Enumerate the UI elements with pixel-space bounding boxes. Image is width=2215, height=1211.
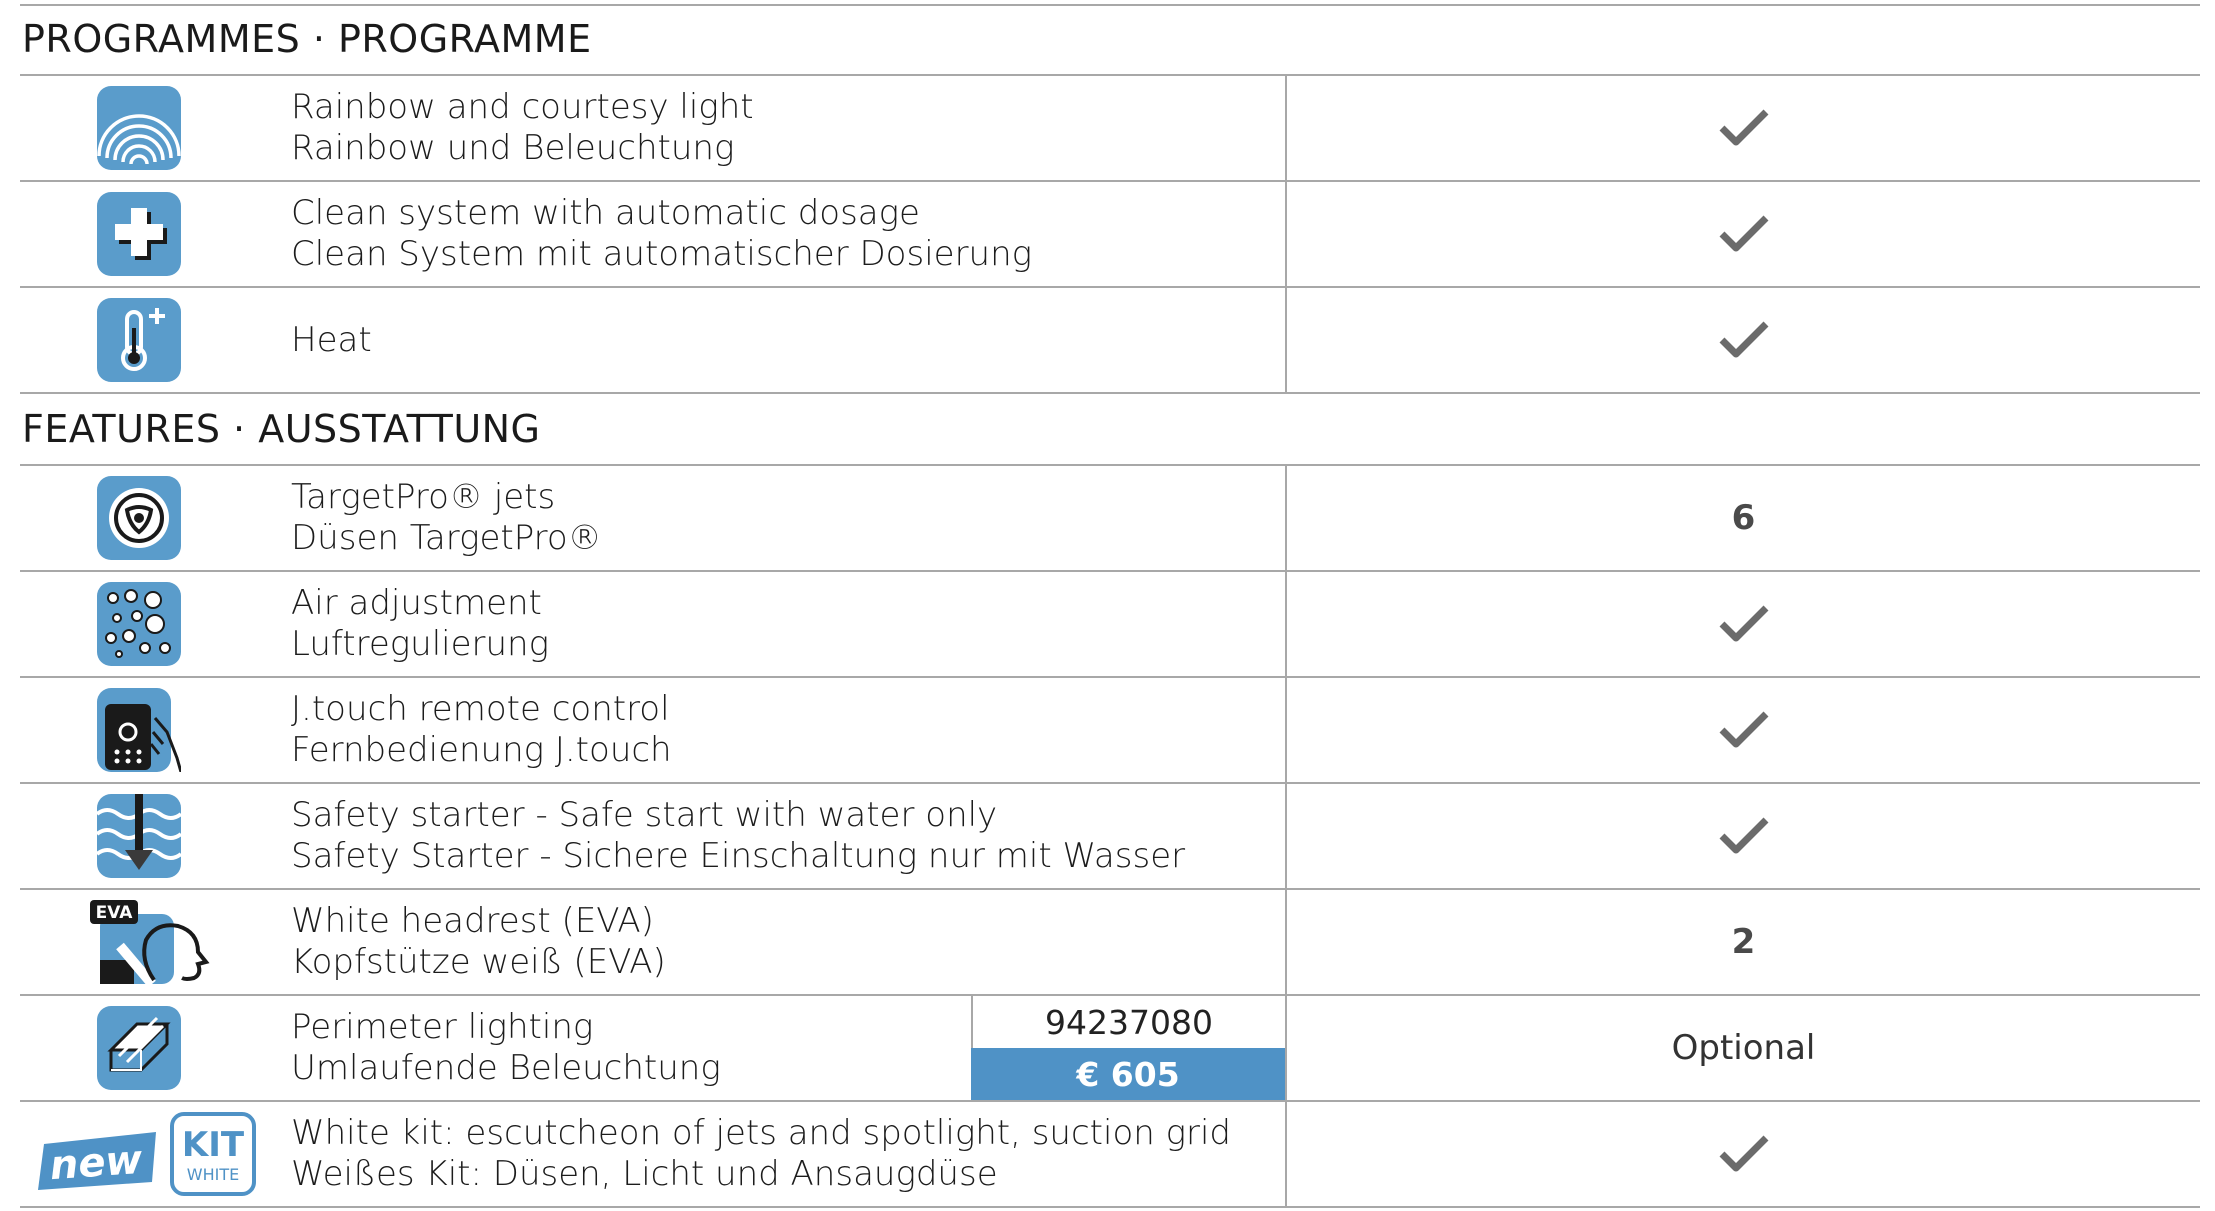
feature-name-de: Fernbedienung J.touch (291, 730, 672, 770)
divider (20, 1206, 2200, 1208)
value-cell (1287, 1102, 2200, 1206)
table-row (20, 996, 2200, 1100)
kit-badge-label: KIT (181, 1125, 245, 1165)
table-row (20, 890, 2200, 994)
checkmark-icon (1718, 320, 1770, 360)
value-cell: Optional (1671, 1028, 1816, 1068)
feature-name-de: Safety Starter - Sichere Einschaltung nur mit Wasser (291, 836, 1186, 876)
headrest-icon (90, 900, 240, 984)
value-cell (1287, 76, 2200, 180)
remote-control-icon (97, 688, 181, 772)
perimeter-lighting-icon (97, 1006, 181, 1090)
value-cell: 6 (1731, 498, 1756, 538)
article-box (971, 996, 1285, 1100)
table-row (20, 182, 2200, 286)
table-row (20, 572, 2200, 676)
checkmark-icon (1718, 710, 1770, 750)
headrest-icon-label: EVA (95, 903, 133, 923)
checkmark-icon (1718, 1134, 1770, 1174)
feature-name-en: Air adjustment (291, 583, 542, 623)
feature-name-de: Kopfstütze weiß (EVA) (291, 942, 666, 982)
rainbow-light-icon (97, 86, 181, 170)
value-cell (1287, 182, 2200, 286)
kit-badge-sublabel: WHITE (186, 1165, 240, 1184)
targetpro-jet-icon (97, 476, 181, 560)
divider (20, 392, 2200, 394)
feature-name-de: Weißes Kit: Düsen, Licht und Ansaugdüse (291, 1154, 998, 1194)
feature-name-en: Rainbow and courtesy light (291, 87, 754, 127)
feature-name-en: J.touch remote control (291, 689, 670, 729)
checkmark-icon (1718, 816, 1770, 856)
checkmark-icon (1718, 604, 1770, 644)
white-kit-icon (36, 1112, 256, 1196)
feature-name-en: Perimeter lighting (291, 1007, 594, 1047)
value-cell (1287, 288, 2200, 392)
price-badge: € 605 (971, 1048, 1285, 1100)
feature-name-en: Heat (291, 319, 372, 360)
table-row (20, 288, 2200, 392)
feature-name-de: Düsen TargetPro® (291, 518, 602, 558)
section-title-features: FEATURES · AUSSTATTUNG (22, 407, 541, 451)
feature-name-de: Clean System mit automatischer Dosierung (291, 234, 1033, 274)
table-row (20, 76, 2200, 180)
divider (20, 4, 2200, 6)
feature-name-en: White kit: escutcheon of jets and spotlight, suction grid (291, 1113, 1232, 1153)
checkmark-icon (1718, 108, 1770, 148)
air-bubbles-icon (97, 582, 181, 666)
feature-name-en: Clean system with automatic dosage (291, 193, 920, 233)
feature-name-en: TargetPro® jets (291, 477, 556, 517)
article-number: 94237080 (971, 996, 1285, 1048)
value-cell (1287, 678, 2200, 782)
feature-name-de: Luftregulierung (291, 624, 549, 664)
table-row (20, 678, 2200, 782)
new-badge-label: new (48, 1136, 144, 1190)
feature-name-de: Umlaufende Beleuchtung (291, 1048, 721, 1088)
feature-name-de: Rainbow und Beleuchtung (291, 128, 735, 168)
table-row (20, 784, 2200, 888)
table-row (20, 466, 2200, 570)
table-row (20, 1102, 2200, 1206)
heat-thermometer-icon (97, 298, 181, 382)
feature-name-en: White headrest (EVA) (291, 901, 654, 941)
section-title-programmes: PROGRAMMES · PROGRAMME (22, 17, 592, 61)
feature-name-en: Safety starter - Safe start with water only (291, 795, 998, 835)
value-cell (1287, 572, 2200, 676)
clean-system-icon (97, 192, 181, 276)
safety-starter-icon (97, 794, 181, 878)
value-cell: 2 (1731, 922, 1756, 962)
value-cell (1287, 784, 2200, 888)
checkmark-icon (1718, 214, 1770, 254)
